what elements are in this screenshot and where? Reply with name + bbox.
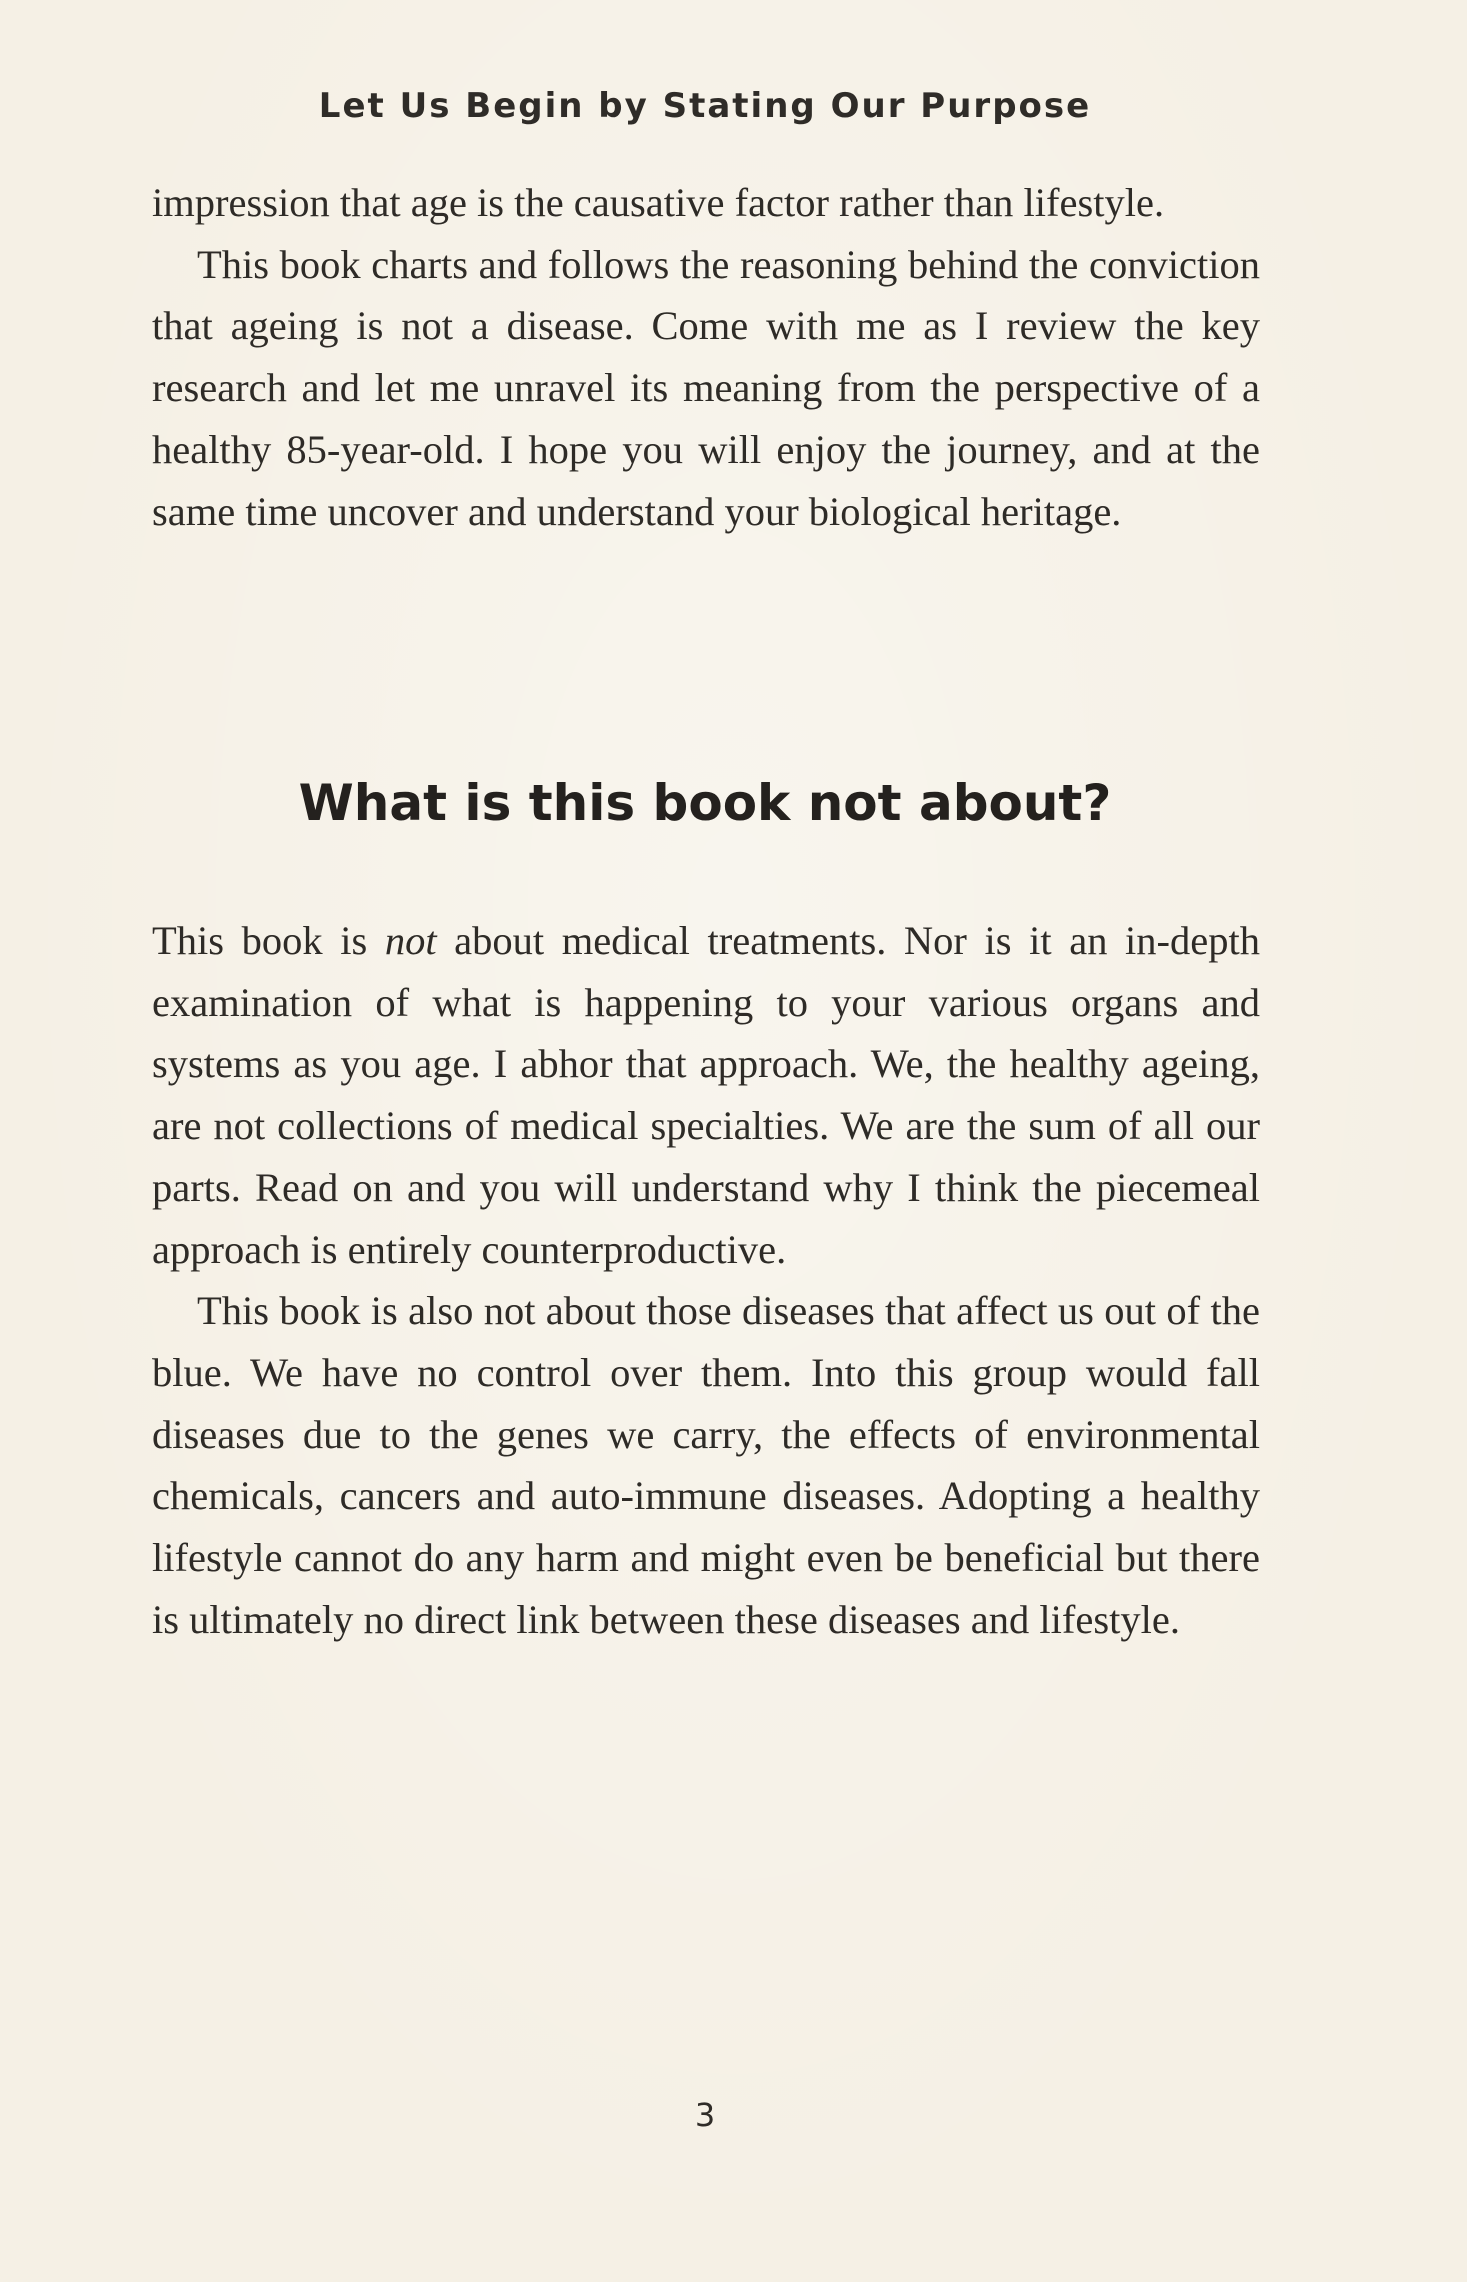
paragraph-text-start: This book is [152, 918, 385, 963]
body-text-block-1 [152, 172, 1260, 542]
paragraph-text-rest: about medical treatments. Nor is it an in-depth examination of what is happening to your various organs and systems as you age. I abhor that approach. We, the healthy ageing, are not collections of medical specialties. We are the sum of all our parts. Read on and you will understand why I think the piecemeal approach is entirely counterproductive. [152, 918, 1261, 1272]
paragraph-book-purpose: This book charts and follows the reasoning behind the conviction that ageing is not a disease. Come with me as I review the key research and let me unravel its meaning from the perspective of a healthy 85-year-old. I hope you will enjoy the journey, and at the same time uncover and understand your biological heritage. [152, 241, 1260, 534]
body-text-block-2 [152, 910, 1260, 1650]
emphasis-not: not [384, 918, 437, 963]
running-head: Let Us Begin by Stating Our Purpose [318, 86, 1092, 126]
paragraph-continuation: impression that age is the causative factor rather than lifestyle. [152, 180, 1165, 225]
page-number: 3 [694, 2096, 716, 2134]
section-heading: What is this book not about? [298, 774, 1112, 832]
paragraph-not-medical-treatments [152, 910, 1260, 1280]
paragraph-not-random-diseases: This book is also not about those diseases that affect us out of the blue. We have no control over them. Into this group would fall diseases due to the genes we carry, the effects of environmental chemicals, cancers and auto-immune diseases. Adopting a healthy lifestyle cannot do any harm and might even be beneficial but there is ultimately no direct link between these diseases and lifestyle. [152, 1288, 1260, 1642]
